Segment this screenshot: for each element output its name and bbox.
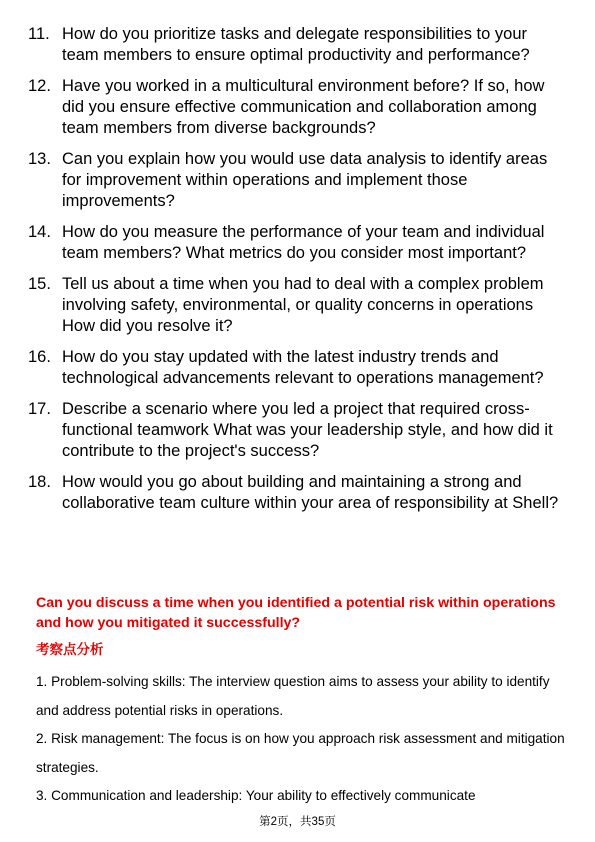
featured-question-heading: Can you discuss a time when you identified a potential risk within operations and how you mitigated it successfully? — [36, 595, 556, 631]
question-item — [0, 149, 595, 212]
question-text: Have you worked in a multicultural environment before? If so, how did you ensure effective communication and collaboration among team members from diverse backgrounds? — [62, 77, 545, 137]
question-item — [0, 222, 595, 264]
featured-question-section — [36, 593, 566, 811]
question-text: How do you prioritize tasks and delegate responsibilities to your team members to ensure optimal productivity and performance? — [62, 25, 530, 64]
analysis-point: 1. Problem-solving skills: The interview question aims to assess your ability to identify and address potential risks in operations. — [36, 674, 550, 718]
question-text: How do you measure the performance of your team and individual team members? What metrics do you consider most important? — [62, 223, 545, 262]
question-item — [0, 274, 595, 337]
analysis-heading: 考察点分析 — [36, 642, 104, 657]
analysis-points — [36, 668, 566, 811]
question-item — [0, 24, 595, 66]
question-list — [0, 24, 595, 524]
analysis-point: 2. Risk management: The focus is on how you approach risk assessment and mitigation strategies. — [36, 731, 565, 775]
question-item — [0, 472, 595, 514]
question-text: How would you go about building and maintaining a strong and collaborative team culture within your area of responsibility at Shell? — [62, 473, 559, 512]
question-number: 16. — [28, 348, 51, 366]
question-item — [0, 399, 595, 462]
question-number: 12. — [28, 77, 51, 95]
analysis-point: 3. Communication and leadership: Your ability to effectively communicate — [36, 788, 476, 803]
question-item — [0, 347, 595, 389]
question-number: 13. — [28, 150, 51, 168]
question-text: How do you stay updated with the latest industry trends and technological advancements relevant to operations management? — [62, 348, 544, 387]
question-text: Describe a scenario where you led a project that required cross-functional teamwork What was your leadership style, and how did it contribute to the project's success? — [62, 400, 553, 460]
question-text: Can you explain how you would use data analysis to identify areas for improvement within operations and implement those improvements? — [62, 150, 548, 210]
question-number: 15. — [28, 275, 51, 293]
question-number: 11. — [28, 25, 50, 43]
page-footer: 第2页，共35页 — [259, 816, 336, 828]
question-item — [0, 76, 595, 139]
question-text: Tell us about a time when you had to deal with a complex problem involving safety, environmental, or quality concerns in operations How did you resolve it? — [62, 275, 544, 335]
question-number: 17. — [28, 400, 51, 418]
question-number: 14. — [28, 223, 51, 241]
question-number: 18. — [28, 473, 51, 491]
